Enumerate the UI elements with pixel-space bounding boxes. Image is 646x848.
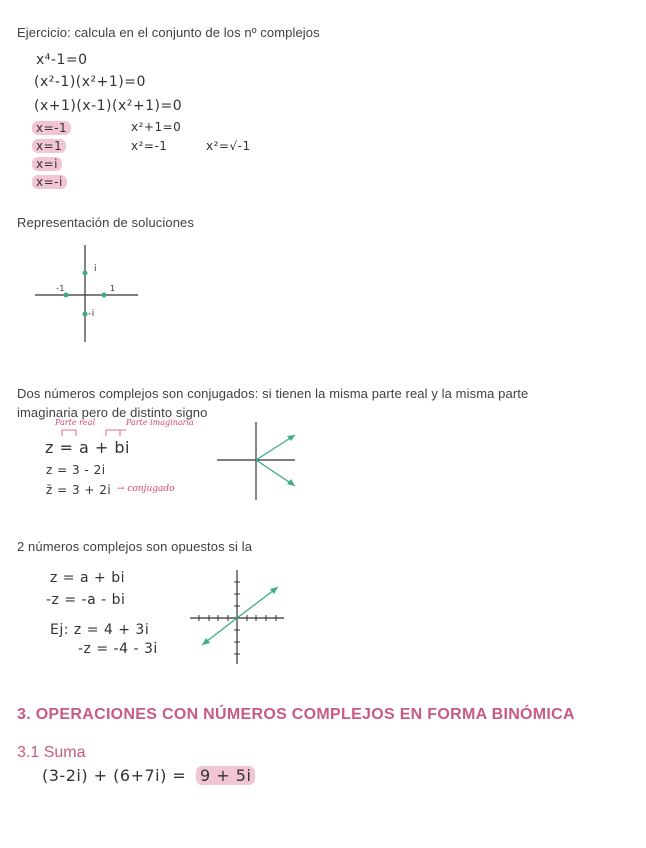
sum-expression: (3-2i) + (6+7i) =	[42, 766, 187, 785]
root-1: x=-1	[36, 121, 71, 135]
opposite-formula-2: -z = -a - bi	[46, 592, 126, 608]
vector-z	[237, 587, 278, 618]
conjugate-formula: z = a + bi	[45, 438, 130, 457]
root-2: x=1	[36, 139, 66, 153]
aux-equation-3: x²=√-1	[206, 139, 251, 153]
conjugate-note: → conjugado	[117, 484, 175, 494]
label-1: 1	[110, 284, 116, 293]
opposite-example-1: Ej: z = 4 + 3i	[50, 622, 150, 638]
conjugate-example: z = 3 - 2i	[46, 463, 106, 477]
conjugates-text-1: Dos números complejos son conjugados: si tienen la misma parte real y la misma parte	[17, 386, 529, 401]
point-neg1	[64, 293, 69, 298]
section-heading: 3. OPERACIONES CON NÚMEROS COMPLEJOS EN FORMA BINÓMICA	[17, 706, 575, 723]
step-2: (x²-1)(x²+1)=0	[34, 74, 146, 90]
representation-title: Representación de soluciones	[17, 215, 194, 230]
point-negi	[83, 312, 88, 317]
note-imag-part: Parte imaginaria	[126, 418, 194, 427]
aux-equation-1: x²+1=0	[131, 120, 182, 134]
conjugate-value: z̄ = 3 + 2i	[46, 483, 112, 497]
step-3: (x+1)(x-1)(x²+1)=0	[34, 98, 183, 114]
vector-z	[256, 435, 295, 460]
conjugates-text-2: imaginaria pero de distinto signo	[17, 405, 208, 420]
conjugate-diagram	[215, 420, 305, 502]
sum-result: 9 + 5i	[200, 766, 255, 785]
point-1	[102, 293, 107, 298]
part-brackets	[60, 427, 130, 437]
opposite-formula-1: z = a + bi	[50, 570, 125, 586]
label-negi: -i	[88, 309, 95, 319]
subsection-heading: 3.1 Suma	[17, 744, 86, 761]
aux-equation-2: x²=-1	[131, 139, 168, 153]
label-i: i	[94, 264, 98, 274]
opposite-diagram	[188, 568, 288, 666]
opposites-text: 2 números complejos son opuestos si la	[17, 539, 253, 554]
root-3: x=i	[36, 157, 62, 171]
point-i	[83, 271, 88, 276]
label-neg1: -1	[56, 284, 65, 293]
opposite-example-2: -z = -4 - 3i	[78, 641, 158, 657]
roots-diagram	[30, 240, 145, 345]
step-1: x⁴-1=0	[36, 52, 88, 68]
note-real-part: Parte real	[55, 418, 95, 427]
root-4: x=-i	[36, 175, 67, 189]
exercise-title: Ejercicio: calcula en el conjunto de los nº complejos	[17, 25, 320, 40]
